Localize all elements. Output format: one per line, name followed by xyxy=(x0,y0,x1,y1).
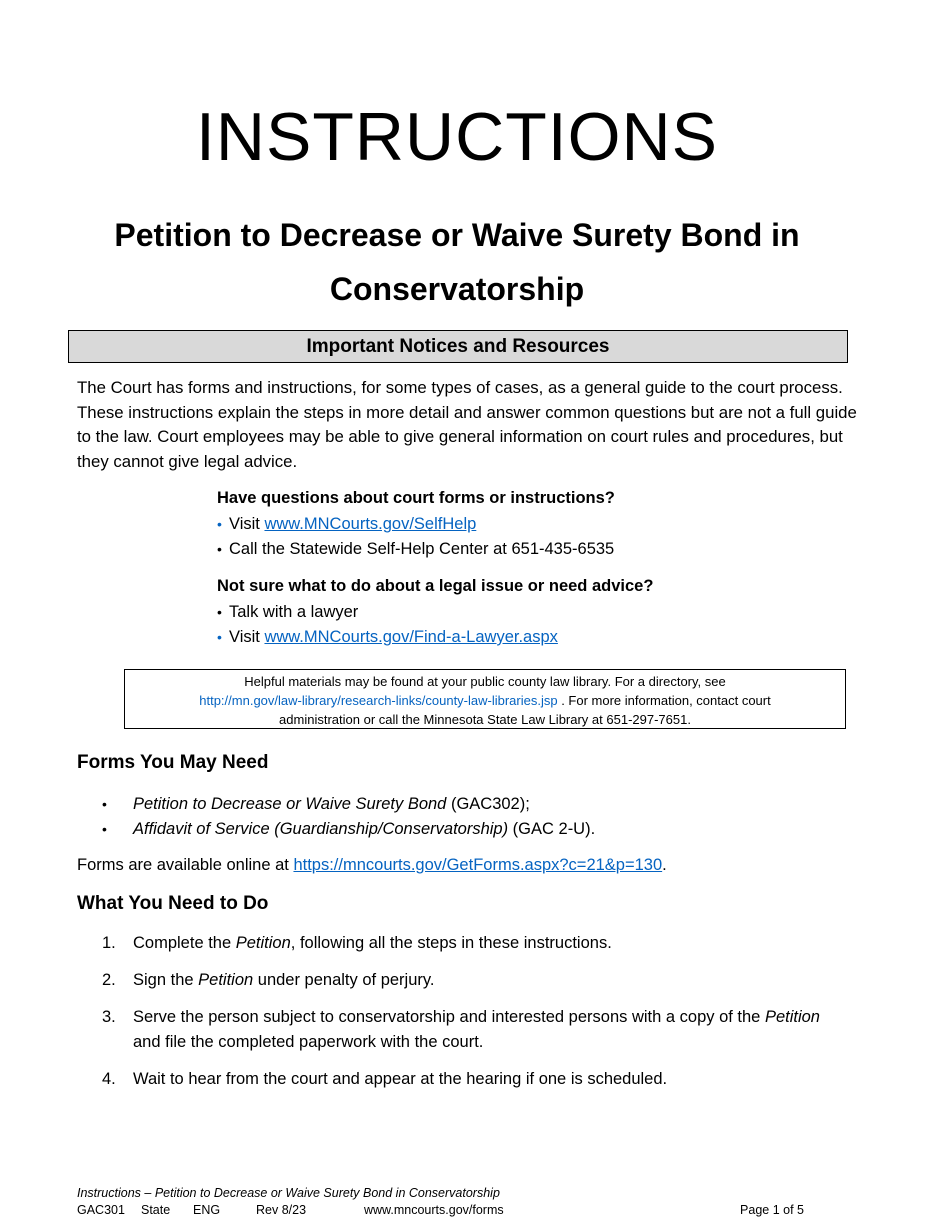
list-item xyxy=(217,600,558,625)
list-item xyxy=(102,1067,822,1092)
visit-label: Visit xyxy=(229,515,260,533)
list-item xyxy=(102,931,822,956)
page-title: INSTRUCTIONS xyxy=(196,99,718,175)
bullet-icon: • xyxy=(217,516,222,532)
list-item xyxy=(102,968,822,993)
form-title: Petition to Decrease or Waive Surety Bond xyxy=(133,795,447,813)
footer-jurisdiction: State xyxy=(141,1203,171,1217)
forms-available-label: Forms are available online at xyxy=(77,856,294,874)
form-code: (GAC 2-U). xyxy=(508,820,596,838)
helpbox-line-2-text: . For more information, contact court xyxy=(557,693,771,708)
bullet-icon: • xyxy=(217,604,222,620)
steps-list xyxy=(102,931,822,1104)
step-text: Complete the Petition, following all the steps in these instructions. xyxy=(133,934,612,952)
step-number: 2. xyxy=(102,971,116,989)
helpbox-line-3: administration or call the Minnesota State Law Library at 651-297-7651. xyxy=(279,712,691,727)
document-subtitle xyxy=(60,208,854,316)
list-item xyxy=(102,1005,822,1055)
step-number: 1. xyxy=(102,934,116,952)
footer-document-title: Instructions – Petition to Decrease or Waive Surety Bond in Conservatorship xyxy=(77,1186,500,1200)
step-text: Serve the person subject to conservatorship and interested persons with a copy of the Petition and file the completed paperwork with the court. xyxy=(133,1008,820,1051)
list-item xyxy=(217,512,614,537)
forms-list xyxy=(102,792,595,842)
bullet-icon: • xyxy=(102,796,107,812)
bullet-icon: • xyxy=(217,629,222,645)
subtitle-line-2: Conservatorship xyxy=(329,271,585,307)
todo-section-heading: What You Need to Do xyxy=(77,893,269,914)
bullet-icon: • xyxy=(217,541,222,557)
forms-section-heading: Forms You May Need xyxy=(77,752,269,773)
list-item xyxy=(102,817,595,842)
step-text: Wait to hear from the court and appear at the hearing if one is scheduled. xyxy=(133,1070,668,1088)
questions-heading: Have questions about court forms or instructions? xyxy=(217,489,615,507)
footer-revision: Rev 8/23 xyxy=(256,1203,307,1217)
advice-list xyxy=(217,600,558,650)
find-a-lawyer-link[interactable]: www.MNCourts.gov/Find-a-Lawyer.aspx xyxy=(264,628,558,646)
list-item xyxy=(102,792,595,817)
footer-page-number: Page 1 of 5 xyxy=(740,1203,804,1217)
selfhelp-phone-text: Call the Statewide Self-Help Center at 651-435-6535 xyxy=(229,540,615,558)
notices-section-header: Important Notices and Resources xyxy=(68,330,848,363)
lawyer-text: Talk with a lawyer xyxy=(229,603,359,621)
footer-meta-row xyxy=(77,1202,804,1218)
form-title: Affidavit of Service (Guardianship/Conservatorship) xyxy=(133,820,509,838)
selfhelp-link[interactable]: www.MNCourts.gov/SelfHelp xyxy=(264,515,477,533)
step-number: 4. xyxy=(102,1070,116,1088)
county-law-libraries-link[interactable]: http://mn.gov/law-library/research-links/county-law-libraries.jsp xyxy=(199,693,558,708)
list-item xyxy=(217,625,558,650)
form-code: (GAC302); xyxy=(446,795,530,813)
notices-intro-paragraph: The Court has forms and instructions, for some types of cases, as a general guide to the court process. These instructions explain the steps in more detail and answer common questions but are not a full guide to the law. Court employees may be able to give general information on court rules and procedures, but they cannot give legal advice. xyxy=(77,378,857,471)
helpbox-line-2 xyxy=(125,691,845,710)
bullet-icon: • xyxy=(102,821,107,837)
footer-language: ENG xyxy=(193,1203,221,1217)
helpbox-line-1: Helpful materials may be found at your public county law library. For a directory, see xyxy=(244,674,726,689)
list-item xyxy=(217,537,614,562)
forms-available-text xyxy=(77,853,667,878)
footer-website: www.mncourts.gov/forms xyxy=(364,1203,504,1217)
step-number: 3. xyxy=(102,1008,116,1026)
law-library-notice-box xyxy=(124,669,846,729)
footer-form-code: GAC301 xyxy=(77,1203,125,1217)
step-text: Sign the Petition under penalty of perjury. xyxy=(133,971,435,989)
questions-list xyxy=(217,512,614,562)
get-forms-link[interactable]: https://mncourts.gov/GetForms.aspx?c=21&p=130 xyxy=(293,856,663,874)
advice-heading: Not sure what to do about a legal issue or need advice? xyxy=(217,577,654,595)
subtitle-line-1: Petition to Decrease or Waive Surety Bond in xyxy=(114,217,800,253)
visit-label: Visit xyxy=(229,628,260,646)
forms-available-period: . xyxy=(662,856,667,874)
